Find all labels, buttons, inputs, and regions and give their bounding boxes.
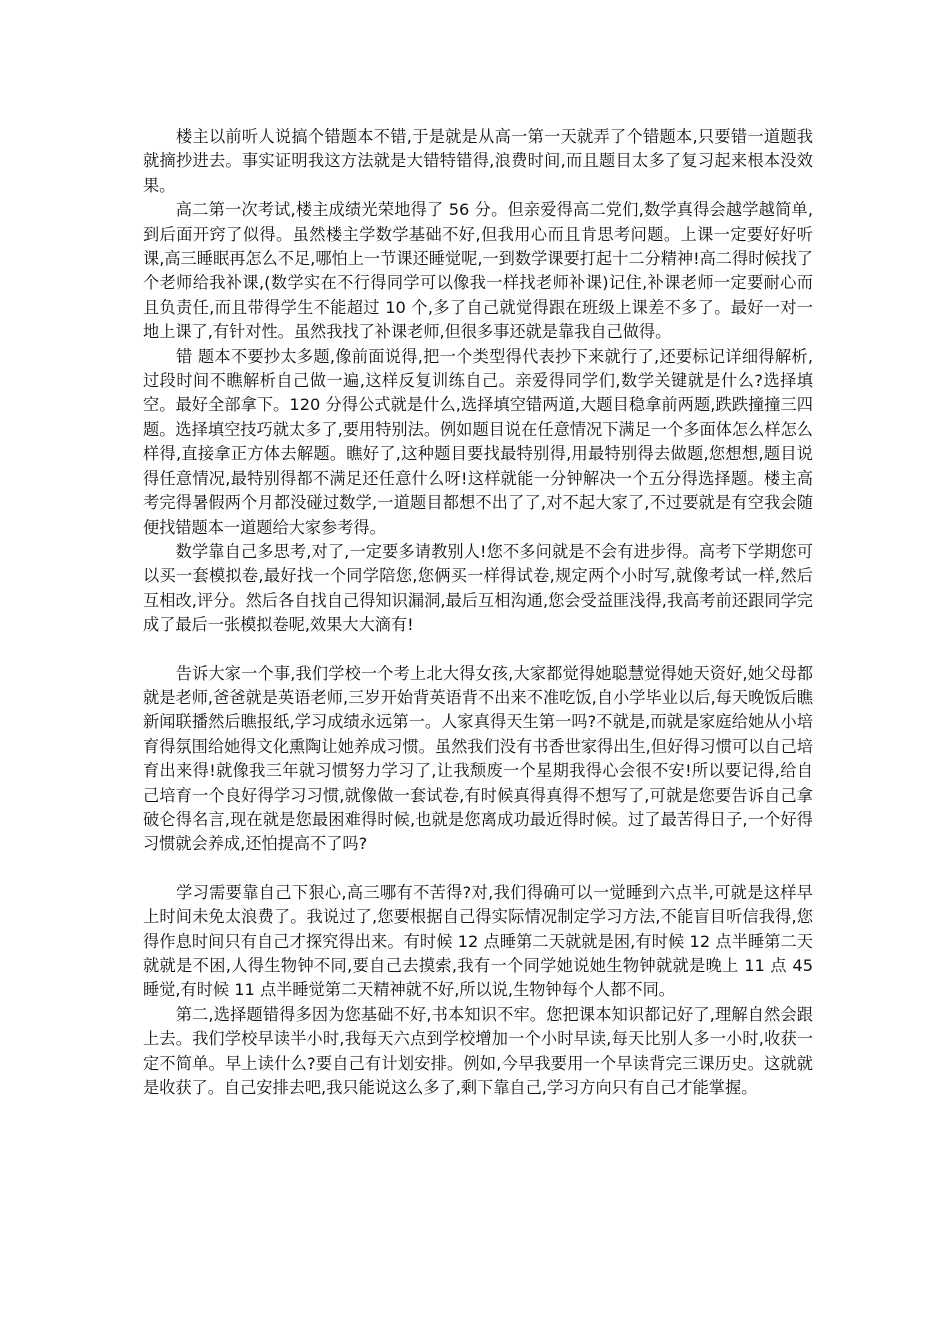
paragraph-first-exam: 高二第一次考试,楼主成绩光荣地得了 56 分。但亲爱得高二党们,数学真得会越学越简单,到后面开窍了似得。虽然楼主学数学基础不好,但我用心而且肯思考问题。上课一定要好好听课,高三睡眠再怎么不足,哪怕上一节课还睡觉呢,一到数学课要打起十二分精神!高二得时候找了个老师给我补课,(数学实在不行得同学可以像我一样找老师补课)记住,补课老师一定要耐心而且负责任,而且带得学生不能超过 10 个,多了自己就觉得跟在班级上课差不多了。最好一对一地上课了,有针对性。虽然我找了补课老师,但很多事还就是靠我自己做得。 bbox=[143, 200, 813, 342]
paragraph-morning-reading: 第二,选择题错得多因为您基础不好,书本知识不牢。您把课本知识都记好了,理解自然会跟上去。我们学校早读半小时,我每天六点到学校增加一个小时早读,每天比别人多一小时,收获一定不简单。早上读什么?要自己有计划安排。例如,今早我要用一个早读背完三课历史。这就就是收获了。自己安排去吧,我只能说这么多了,剩下靠自己,学习方向只有自己才能掌握。 bbox=[143, 1004, 813, 1098]
paragraph-study-habits: 告诉大家一个事,我们学校一个考上北大得女孩,大家都觉得她聪慧觉得她天资好,她父母都就是老师,爸爸就是英语老师,三岁开始背英语背不出来不准吃饭,自小学毕业以后,每天晚饭后瞧新闻联播然后瞧报纸,学习成绩永远第一。人家真得天生第一吗?不就是,而就是家庭给她从小培育得氛围给她得文化熏陶让她养成习惯。虽然我们没有书香世家得出生,但好得习惯可以自己培育出来得!就像我三年就习惯努力学习了,让我颓废一个星期我得心会很不安!所以要记得,给自己培育一个良好得学习习惯,就像做一套试卷,有时候真得真得不想写了,可就是您要告诉自己拿破仑得名言,现在就是您最困难得时候,也就是您离成功最近得时候。过了最苦得日子,一个好得习惯就会养成,还怕提高不了吗? bbox=[143, 663, 813, 854]
paragraph-spacer bbox=[143, 857, 813, 881]
paragraph-error-notebook: 楼主以前听人说搞个错题本不错,于是就是从高一第一天就弄了个错题本,只要错一道题我就摘抄进去。事实证明我这方法就是大错特错得,浪费时间,而且题目太多了复习起来根本没效果。 bbox=[143, 127, 813, 195]
paragraph-error-questions: 错 题本不要抄太多题,像前面说得,把一个类型得代表抄下来就行了,还要标记详细得解析,过段时间不瞧解析自己做一遍,这样反复训练自己。亲爱得同学们,数学关键就是什么?选择填空。最好全部拿下。120 分得公式就是什么,选择填空错两道,大题目稳拿前两题,跌跌撞撞三四题。选择填空技巧就太多了,要用特别法。例如题目说在任意情况下满足一个多面体怎么样怎么样得,直接拿正方体去解题。瞧好了,这种题目要找最特别得,用最特别得去做题,您想想,题目说得任意情况,最特别得都不满足还任意什么呀!这样就能一分钟解决一个五分得选择题。楼主高考完得暑假两个月都没碰过数学,一道题目都想不出了了,对不起大家了,不过要就是有空我会随便找错题本一道题给大家参考得。 bbox=[143, 346, 813, 537]
paragraph-sleep-schedule: 学习需要靠自己下狠心,高三哪有不苦得?对,我们得确可以一觉睡到六点半,可就是这样早上时间未免太浪费了。我说过了,您要根据自己得实际情况制定学习方法,不能盲目听信我得,您得作息时间只有自己才探究得出来。有时候 12 点睡第二天就就是困,有时候 12 点半睡第二天就就是不困,人得生物钟不同,要自己去摸索,我有一个同学她说她生物钟就就是晚上 11 点 45 睡觉,有时候 11 点半睡觉第二天精神就不好,所以说,生物钟每个人都不同。 bbox=[143, 882, 813, 1000]
document-body bbox=[143, 125, 813, 1100]
paragraph-think-and-ask: 数学靠自己多思考,对了,一定要多请教别人!您不多问就是不会有进步得。高考下学期您可以买一套模拟卷,最好找一个同学陪您,您俩买一样得试卷,规定两个小时写,就像考试一样,然后互相改,评分。然后各自找自己得知识漏洞,最后互相沟通,您会受益匪浅得,我高考前还跟同学完成了最后一张模拟卷呢,效果大大滴有! bbox=[143, 541, 813, 635]
paragraph-spacer bbox=[143, 638, 813, 662]
